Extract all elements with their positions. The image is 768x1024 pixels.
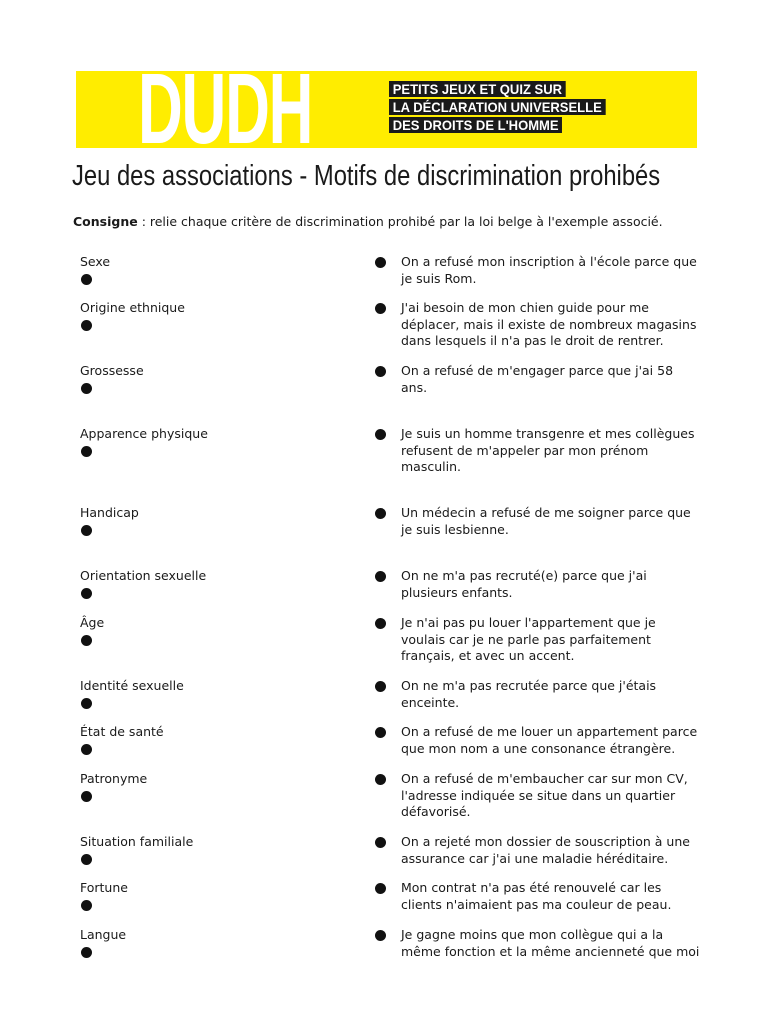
criterion-dot[interactable] xyxy=(81,854,92,865)
tagline-line-1: PETITS JEUX ET QUIZ SUR xyxy=(389,81,566,97)
example-text: On a refusé de m'engager parce que j'ai 58 ans. xyxy=(401,363,674,395)
example-dot[interactable] xyxy=(375,571,386,582)
example-text: On a rejeté mon dossier de souscription à une assurance car j'ai une maladie héréditaire. xyxy=(401,834,690,866)
banner-tagline xyxy=(389,81,622,133)
example-dot[interactable] xyxy=(375,837,386,848)
example-dot[interactable] xyxy=(375,508,386,519)
instructions xyxy=(73,214,663,229)
example-dot[interactable] xyxy=(375,429,386,440)
criterion-label: Identité sexuelle xyxy=(80,678,184,693)
criterion-label: Sexe xyxy=(80,254,111,269)
example-text: On a refusé de me louer un appartement parce que mon nom a une consonance étrangère. xyxy=(401,724,698,756)
criterion-label: Situation familiale xyxy=(80,834,194,849)
criterion-label: Fortune xyxy=(80,880,128,895)
criterion-dot[interactable] xyxy=(81,588,92,599)
example-text: On a refusé de m'embaucher car sur mon CV, l'adresse indiquée se situe dans un quartier défavorisé. xyxy=(401,771,688,819)
example-dot[interactable] xyxy=(375,883,386,894)
criterion-label: Orientation sexuelle xyxy=(80,568,207,583)
criterion-label: Apparence physique xyxy=(80,426,208,441)
instructions-text: : relie chaque critère de discrimination prohibé par la loi belge à l'exemple associé. xyxy=(137,214,663,229)
criterion-label: État de santé xyxy=(80,724,164,739)
logo-text: DUDH xyxy=(138,53,313,165)
tagline-line-2: LA DÉCLARATION UNIVERSELLE xyxy=(389,99,605,115)
example-text: Je n'ai pas pu louer l'appartement que je voulais car je ne parle pas parfaitement français, et avec un accent. xyxy=(401,615,656,663)
criterion-label: Âge xyxy=(80,615,105,630)
criterion-label: Patronyme xyxy=(80,771,148,786)
criterion-label: Origine ethnique xyxy=(80,300,185,315)
example-text: On ne m'a pas recruté(e) parce que j'ai plusieurs enfants. xyxy=(401,568,647,600)
criterion-dot[interactable] xyxy=(81,947,92,958)
criterion-dot[interactable] xyxy=(81,635,92,646)
instructions-label: Consigne xyxy=(73,214,138,229)
criterion-label: Langue xyxy=(80,927,127,942)
example-text: Un médecin a refusé de me soigner parce que je suis lesbienne. xyxy=(401,505,691,537)
criterion-dot[interactable] xyxy=(81,791,92,802)
criterion-dot[interactable] xyxy=(81,744,92,755)
dudh-logo xyxy=(138,53,419,165)
example-dot[interactable] xyxy=(375,681,386,692)
example-dot[interactable] xyxy=(375,618,386,629)
example-dot[interactable] xyxy=(375,774,386,785)
criterion-dot[interactable] xyxy=(81,900,92,911)
example-dot[interactable] xyxy=(375,303,386,314)
criterion-dot[interactable] xyxy=(81,320,92,331)
tagline-line-3: DES DROITS DE L'HOMME xyxy=(389,117,562,133)
criterion-dot[interactable] xyxy=(81,525,92,536)
criterion-label: Grossesse xyxy=(80,363,144,378)
example-text: On a refusé mon inscription à l'école parce que je suis Rom. xyxy=(401,254,697,286)
page-title: Jeu des associations - Motifs de discrimination prohibés xyxy=(72,160,661,192)
example-text: Je suis un homme transgenre et mes collègues refusent de m'appeler par mon prénom masculin. xyxy=(401,426,695,474)
example-dot[interactable] xyxy=(375,257,386,268)
example-text: J'ai besoin de mon chien guide pour me déplacer, mais il existe de nombreux magasins dans lesquels il n'a pas le droit de rentrer. xyxy=(401,300,697,348)
example-text: On ne m'a pas recrutée parce que j'étais enceinte. xyxy=(401,678,657,710)
header-banner xyxy=(76,53,697,165)
criterion-dot[interactable] xyxy=(81,383,92,394)
example-dot[interactable] xyxy=(375,366,386,377)
criterion-dot[interactable] xyxy=(81,274,92,285)
example-text: Je gagne moins que mon collègue qui a la même fonction et la même ancienneté que moi xyxy=(401,927,700,959)
criterion-label: Handicap xyxy=(80,505,139,520)
criterion-dot[interactable] xyxy=(81,446,92,457)
example-dot[interactable] xyxy=(375,727,386,738)
example-dot[interactable] xyxy=(375,930,386,941)
example-text: Mon contrat n'a pas été renouvelé car les clients n'aimaient pas ma couleur de peau. xyxy=(401,880,672,912)
criterion-dot[interactable] xyxy=(81,698,92,709)
